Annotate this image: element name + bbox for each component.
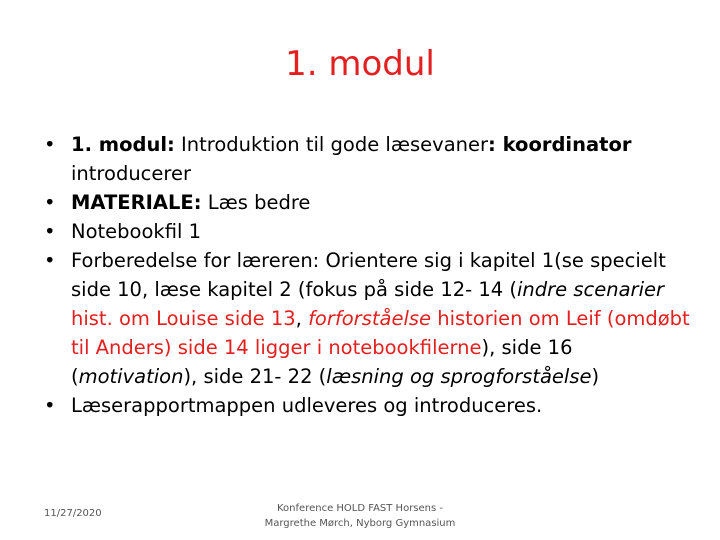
bullet-1-text-b: introducerer bbox=[71, 162, 191, 185]
bullet-1-colon: : bbox=[488, 133, 496, 156]
bullet-1-label: 1. modul: bbox=[71, 133, 175, 156]
bullet-4-italic-3: motivation bbox=[78, 365, 184, 388]
bullet-4-italic-1: indre scenarier bbox=[517, 278, 665, 301]
footer-date: 11/27/2020 bbox=[44, 508, 102, 519]
bullet-list bbox=[44, 130, 694, 420]
bullet-4-text-1: Forberedelse for læreren: Orientere sig i kapitel 1(se specielt side 10, læse kapitel 2 (fokus på side 12- 14 ( bbox=[71, 249, 666, 301]
bullet-2-label: MATERIALE: bbox=[71, 191, 202, 214]
bullet-item-3 bbox=[44, 217, 694, 246]
bullet-4-red-2: historien om Leif (omdøbt til Anders) side 14 ligger i notebookfilerne bbox=[71, 307, 690, 359]
bullet-4-text-2: , bbox=[295, 307, 309, 330]
bullet-4-text-5: ) bbox=[591, 365, 600, 388]
bullet-4-text-3: ), side 16 ( bbox=[71, 336, 573, 388]
bullet-1-text-a: Introduktion til gode læsevaner bbox=[174, 133, 489, 156]
bullet-5-text: Læserapportmappen udleveres og introduceres. bbox=[71, 394, 543, 417]
bullet-4-red-1: hist. om Louise side 13 bbox=[71, 307, 296, 330]
bullet-4-text-4: ), side 21- 22 ( bbox=[183, 365, 327, 388]
bullet-item-1 bbox=[44, 130, 694, 188]
footer-credit-line-1: Konference HOLD FAST Horsens - bbox=[277, 503, 443, 514]
bullet-item-5 bbox=[44, 391, 694, 420]
bullet-item-2 bbox=[44, 188, 694, 217]
slide-title: 1. modul bbox=[285, 44, 435, 84]
bullet-2-text: Læs bedre bbox=[201, 191, 311, 214]
bullet-3-text: Notebookfil 1 bbox=[71, 220, 201, 243]
bullet-4-italic-4: læsning og sprogforståelse bbox=[326, 365, 592, 388]
footer-credit bbox=[255, 501, 465, 531]
bullet-4-italic-2: forforståelse bbox=[308, 307, 432, 330]
bullet-1-coordinator: koordinator bbox=[495, 133, 632, 156]
bullet-item-4 bbox=[44, 246, 694, 391]
footer-credit-line-2: Margrethe Mørch, Nyborg Gymnasium bbox=[264, 518, 456, 529]
